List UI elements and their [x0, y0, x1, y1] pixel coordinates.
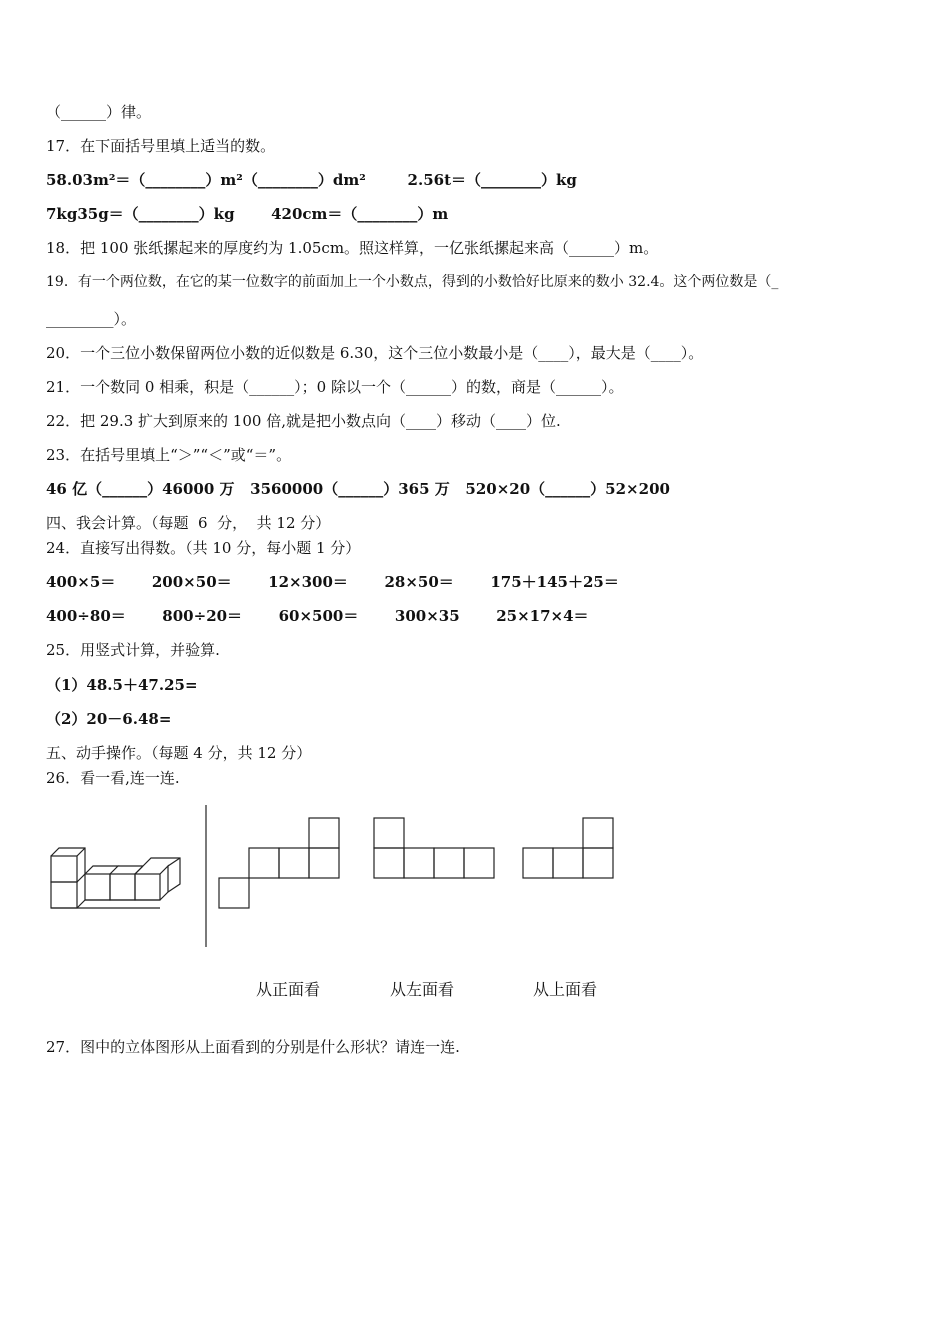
caption-top-view: 从上面看	[533, 980, 598, 999]
view-shape-1	[219, 818, 339, 908]
views-figure	[40, 795, 640, 955]
solid-figure	[51, 848, 180, 908]
caption-left-view: 从左面看	[390, 980, 455, 999]
question-25: 25．用竖式计算，并验算.	[46, 641, 220, 659]
question-19-line-2: _________）。	[46, 310, 137, 328]
question-24-row-2: 400÷80＝ 800÷20＝ 60×500＝ 300×35 25×17×4＝	[46, 607, 589, 625]
view-shape-2	[374, 818, 494, 878]
caption-front-view: 从正面看	[256, 980, 321, 999]
question-24-row-1: 400×5＝ 200×50＝ 12×300＝ 28×50＝ 175＋145＋25＝	[46, 573, 619, 591]
section-4-heading: 四、我会计算。（每题 6 分， 共 12 分）	[46, 514, 331, 532]
question-18: 18．把 100 张纸摞起来的厚度约为 1.05cm。照这样算，一亿张纸摞起来高（______）m。	[46, 239, 659, 257]
question-25-part-1: （1）48.5＋47.25=	[46, 676, 198, 694]
question-20: 20．一个三位小数保留两位小数的近似数是 6.30，这个三位小数最小是（____），最大是（____）。	[46, 344, 704, 362]
view-shape-3	[523, 818, 613, 878]
question-19-line-1: 19．有一个两位数，在它的某一位数字的前面加上一个小数点，得到的小数恰好比原来的数小 32.4。这个两位数是（_	[46, 274, 779, 290]
question-23: 23．在括号里填上“＞”“＜”或“＝”。	[46, 446, 292, 464]
question-23-items: 46 亿（______）46000 万 3560000（______）365 万 520×20（______）52×200	[46, 480, 670, 498]
question-22: 22．把 29.3 扩大到原来的 100 倍,就是把小数点向（____）移动（____）位.	[46, 412, 561, 430]
question-25-part-2: （2）20－6.48=	[46, 710, 172, 728]
question-27: 27．图中的立体图形从上面看到的分别是什么形状？请连一连.	[46, 1038, 460, 1056]
question-24: 24．直接写出得数。（共 10 分，每小题 1 分）	[46, 539, 361, 557]
line-blank-law: （______）律。	[46, 103, 152, 121]
section-5-heading: 五、动手操作。（每题 4 分，共 12 分）	[46, 744, 312, 762]
question-17: 17．在下面括号里填上适当的数。	[46, 137, 276, 155]
question-17-line-2: 7kg35g＝（________）kg 420cm＝（________）m	[46, 205, 449, 223]
question-26: 26．看一看,连一连.	[46, 769, 180, 787]
question-17-line-1: 58.03m²＝（________）m²（________）dm² 2.56t＝（________）kg	[46, 171, 577, 189]
question-21: 21．一个数同 0 相乘，积是（______）；0 除以一个（______）的数，商是（______）。	[46, 378, 624, 396]
